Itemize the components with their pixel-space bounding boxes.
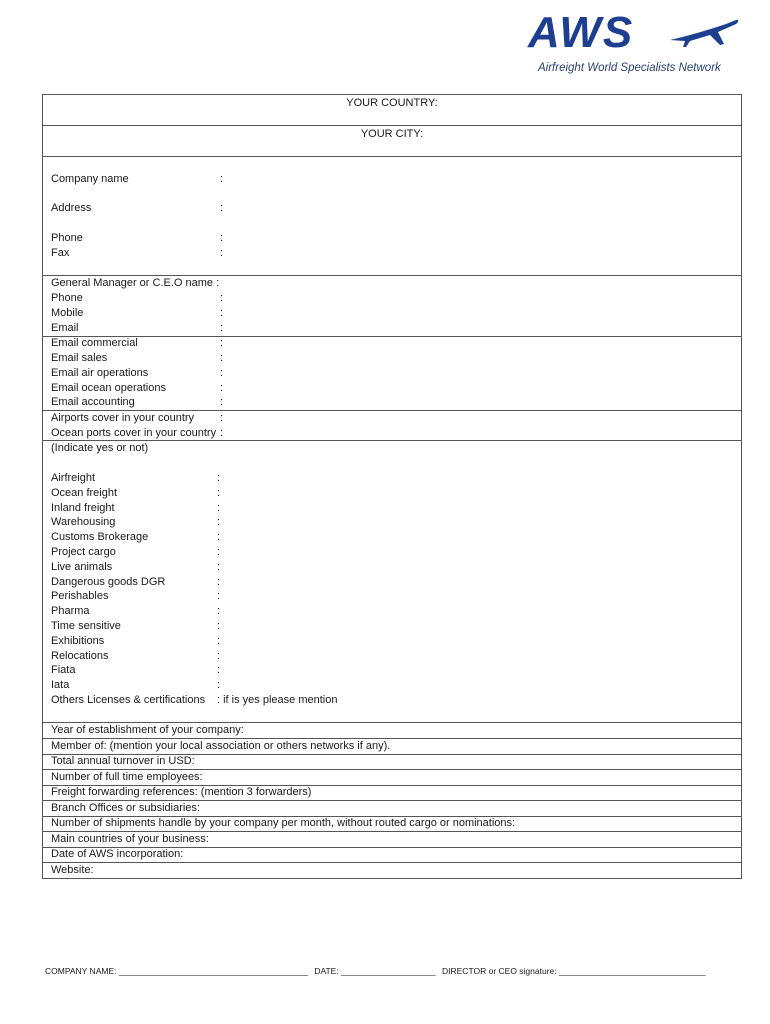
services-label: Live animals — [51, 560, 113, 573]
management-value-field[interactable]: : — [220, 292, 224, 304]
services-value-field[interactable]: : — [217, 634, 221, 647]
emails-label: Email air operations — [51, 367, 149, 379]
services-label: Exhibitions — [51, 634, 105, 647]
services-value-field[interactable]: : — [217, 472, 221, 484]
detail-field[interactable]: Website: — [51, 863, 94, 876]
management-value-field[interactable]: : — [220, 307, 224, 319]
ports-label: Ocean ports cover in your country — [51, 427, 217, 439]
detail-field[interactable]: Date of AWS incorporation: — [51, 848, 184, 860]
detail-field[interactable]: Freight forwarding references: (mention 3 forwarders) — [51, 786, 312, 798]
divider — [43, 862, 741, 863]
contact-label: Address — [51, 202, 92, 214]
logo-tagline: Airfreight World Specialists Network — [538, 62, 721, 74]
management-label: Mobile — [51, 307, 84, 319]
services-label: Inland freight — [51, 501, 115, 514]
detail-field[interactable]: Total annual turnover in USD: — [51, 755, 195, 767]
detail-field[interactable]: Year of establishment of your company: — [51, 724, 244, 736]
services-label: Ocean freight — [51, 486, 118, 499]
management-label: Email — [51, 322, 79, 334]
services-label: Perishables — [51, 590, 109, 603]
contact-label: Fax — [51, 247, 70, 259]
services-label: Customs Brokerage — [51, 531, 149, 544]
services-value-field[interactable]: : — [217, 620, 221, 632]
services-value-field[interactable]: : if is yes please mention — [217, 694, 338, 706]
management-value-field[interactable]: : — [220, 322, 224, 334]
services-label: Iata — [51, 679, 70, 692]
ports-label: (Indicate yes or not) — [51, 442, 149, 454]
detail-field[interactable]: Number of shipments handle by your company per month, without routed cargo or nominations: — [51, 817, 516, 829]
signature-line[interactable]: DIRECTOR or CEO signature: _______________________________ — [442, 966, 706, 976]
contact-value-field[interactable]: : — [220, 232, 224, 244]
services-label: Warehousing — [51, 516, 116, 529]
aws-logo — [528, 8, 740, 80]
divider — [43, 440, 741, 441]
emails-value-field[interactable]: : — [220, 367, 224, 379]
services-value-field[interactable]: : — [217, 501, 221, 514]
company-name-line[interactable]: COMPANY NAME: ________________________________________ — [45, 966, 308, 976]
detail-field[interactable]: Main countries of your business: — [51, 832, 209, 845]
logo-wordmark: AWS — [528, 8, 635, 57]
services-value-field[interactable]: : — [217, 486, 221, 499]
services-label: Relocations — [51, 649, 109, 662]
emails-value-field[interactable]: : — [220, 396, 224, 408]
services-label: Pharma — [51, 605, 90, 618]
services-label: Others Licenses & certifications — [51, 694, 206, 706]
country-field[interactable]: YOUR COUNTRY: — [346, 97, 438, 109]
management-label: General Manager or C.E.O name : — [51, 277, 220, 289]
services-value-field[interactable]: : — [217, 679, 221, 692]
services-value-field[interactable]: : — [217, 560, 221, 573]
registration-form — [42, 94, 742, 879]
contact-label: Company name — [51, 173, 129, 185]
emails-value-field[interactable]: : — [220, 352, 224, 364]
services-value-field[interactable]: : — [217, 531, 221, 544]
services-label: Fiata — [51, 664, 76, 677]
services-value-field[interactable]: : — [217, 590, 221, 603]
services-label: Dangerous goods DGR — [51, 575, 166, 588]
services-value-field[interactable]: : — [217, 605, 221, 618]
emails-label: Email accounting — [51, 396, 135, 408]
detail-field[interactable]: Number of full time employees: — [51, 770, 203, 783]
emails-label: Email commercial — [51, 337, 138, 349]
management-label: Phone — [51, 292, 83, 304]
ports-label: Airports cover in your country — [51, 412, 195, 424]
city-field[interactable]: YOUR CITY: — [360, 128, 424, 140]
contact-value-field[interactable]: : — [220, 247, 224, 259]
detail-field[interactable]: Member of: (mention your local association or others networks if any). — [51, 739, 391, 752]
emails-label: Email ocean operations — [51, 382, 166, 394]
services-value-field[interactable]: : — [217, 575, 221, 588]
services-label: Project cargo — [51, 546, 116, 558]
services-value-field[interactable]: : — [217, 664, 221, 677]
services-value-field[interactable]: : — [217, 649, 221, 662]
services-label: Airfreight — [51, 472, 96, 484]
ports-value-field[interactable]: : — [220, 427, 224, 439]
divider — [43, 156, 741, 157]
date-line[interactable]: DATE: ____________________ — [314, 966, 436, 976]
services-value-field[interactable]: : — [217, 546, 221, 558]
contact-label: Phone — [51, 232, 83, 244]
services-label: Time sensitive — [51, 620, 121, 632]
ports-value-field[interactable]: : — [220, 412, 224, 424]
airplane-icon — [668, 14, 740, 48]
contact-value-field[interactable]: : — [220, 202, 224, 214]
contact-value-field[interactable]: : — [220, 173, 224, 185]
divider — [43, 125, 741, 126]
detail-field[interactable]: Branch Offices or subsidiaries: — [51, 801, 200, 814]
emails-label: Email sales — [51, 352, 108, 364]
signature-footer — [45, 966, 710, 976]
emails-value-field[interactable]: : — [220, 337, 224, 349]
services-value-field[interactable]: : — [217, 516, 221, 529]
divider — [43, 336, 741, 337]
emails-value-field[interactable]: : — [220, 382, 224, 394]
